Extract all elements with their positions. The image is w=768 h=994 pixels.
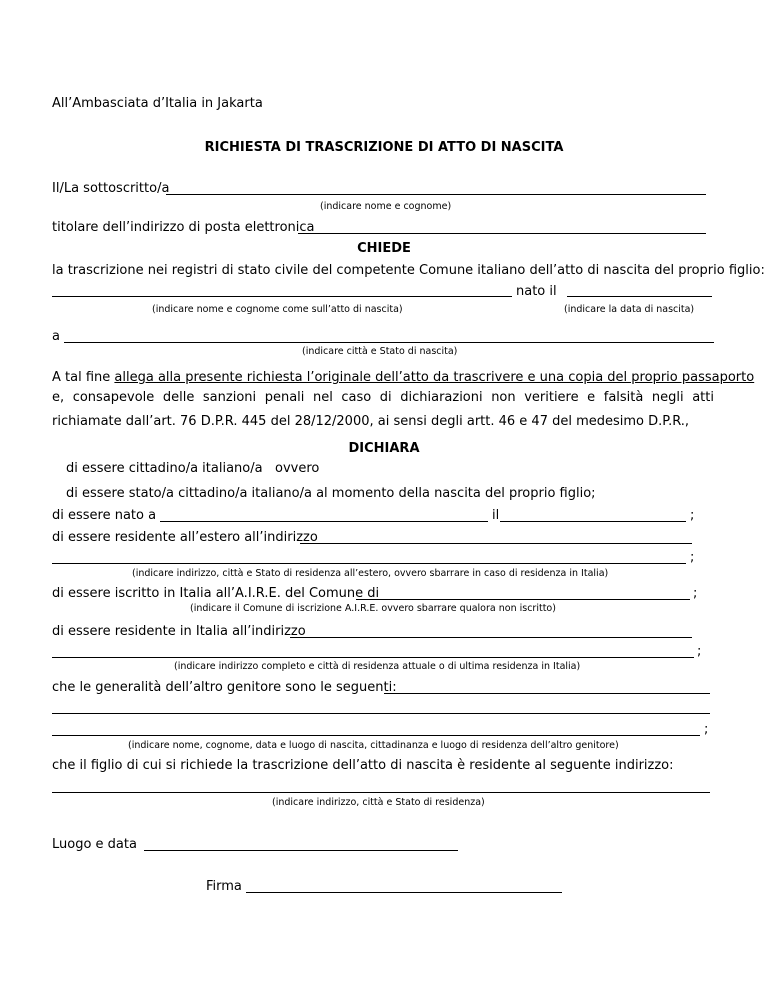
altro-genitore-hint: (indicare nome, cognome, data e luogo di nascita, cittadinanza e luogo di residenza dell’altro genitore) [128,740,619,751]
semicolon: ; [690,508,695,523]
child-name-field[interactable] [52,296,512,297]
child-name-hint: (indicare nome e cognome come sull’atto di nascita) [152,304,403,315]
email-field[interactable] [298,233,706,234]
recipient: All’Ambasciata d’Italia in Jakarta [52,96,263,111]
birth-place-field[interactable] [64,342,714,343]
chiede-text: la trascrizione nei registri di stato civile del competente Comune italiano dell’atto di nascita del proprio figlio: [52,263,765,278]
residente-italia-field-2[interactable] [52,657,694,658]
parent-birth-place-field[interactable] [160,521,488,522]
aire-field[interactable] [356,599,690,600]
signatory-label: Il/La sottoscritto/a [52,181,170,196]
semicolon: ; [690,550,695,565]
altro-genitore-field-1[interactable] [384,693,710,694]
residente-italia-hint: (indicare indirizzo completo e città di residenza attuale o di ultima residenza in Italia) [174,661,581,672]
birth-place-hint: (indicare città e Stato di nascita) [302,346,458,357]
email-label: titolare dell’indirizzo di posta elettronica [52,220,315,235]
firma-label: Firma [206,879,242,894]
il-label: il [492,508,500,523]
luogo-data-field[interactable] [144,850,458,851]
altro-genitore-field-3[interactable] [52,735,700,736]
cittadino-option: di essere cittadino/a italiano/a [66,461,263,476]
allegato-underlined: allega alla presente richiesta l’originale dell’atto da trascrivere e una copia del proprio passaporto [114,370,755,385]
residente-estero-field-2[interactable] [52,563,686,564]
residente-italia-field-1[interactable] [290,637,692,638]
birth-date-field[interactable] [567,296,712,297]
allegato-line [52,370,754,386]
stato-cittadino-option: di essere stato/a cittadino/a italiano/a al momento della nascita del proprio figlio; [66,486,596,501]
born-on-label: nato il [516,284,557,299]
figlio-residente-field[interactable] [52,792,710,793]
firma-field[interactable] [246,892,562,893]
signatory-name-field[interactable] [166,194,706,195]
altro-genitore-field-2[interactable] [52,713,710,714]
figlio-residente-label: che il figlio di cui si richiede la trascrizione dell’atto di nascita è residente al seguente indirizzo: [52,758,674,773]
residente-estero-hint: (indicare indirizzo, città e Stato di residenza all’estero, ovvero sbarrare in caso di residenza in Italia) [132,568,609,579]
residente-estero-field-1[interactable] [300,543,692,544]
signatory-hint: (indicare nome e cognome) [320,201,452,212]
consapevole-paragraph: e, consapevole delle sanzioni penali nel caso di dichiarazioni non veritiere e falsità negli atti richiamate dall’art. 76 D.P.R. 445 del 28/12/2000, ai sensi degli artt. 46 e 47 del medesimo D.P.R., [52,390,714,429]
altro-genitore-label: che le generalità dell’altro genitore sono le seguenti: [52,680,397,695]
aire-hint: (indicare il Comune di iscrizione A.I.R.E. ovvero sbarrare qualora non iscritto) [190,603,556,614]
semicolon: ; [704,722,709,737]
dichiara-heading: DICHIARA [348,441,420,456]
parent-birth-date-field[interactable] [500,521,686,522]
document-title: RICHIESTA DI TRASCRIZIONE DI ATTO DI NASCITA [204,140,564,155]
luogo-data-label: Luogo e data [52,837,137,852]
semicolon: ; [697,644,702,659]
birth-date-hint: (indicare la data di nascita) [564,304,695,315]
semicolon: ; [693,586,698,601]
aire-label: di essere iscritto in Italia all’A.I.R.E. del Comune di [52,586,380,601]
ovvero-text: ovvero [275,461,320,476]
nato-a-label: di essere nato a [52,508,157,523]
allegato-prefix: A tal fine [52,370,115,385]
figlio-residente-hint: (indicare indirizzo, città e Stato di residenza) [272,797,485,808]
residente-italia-label: di essere residente in Italia all’indirizzo [52,624,306,639]
place-prefix: a [52,329,60,344]
residente-estero-label: di essere residente all’estero all’indirizzo [52,530,318,545]
chiede-heading: CHIEDE [357,241,411,256]
